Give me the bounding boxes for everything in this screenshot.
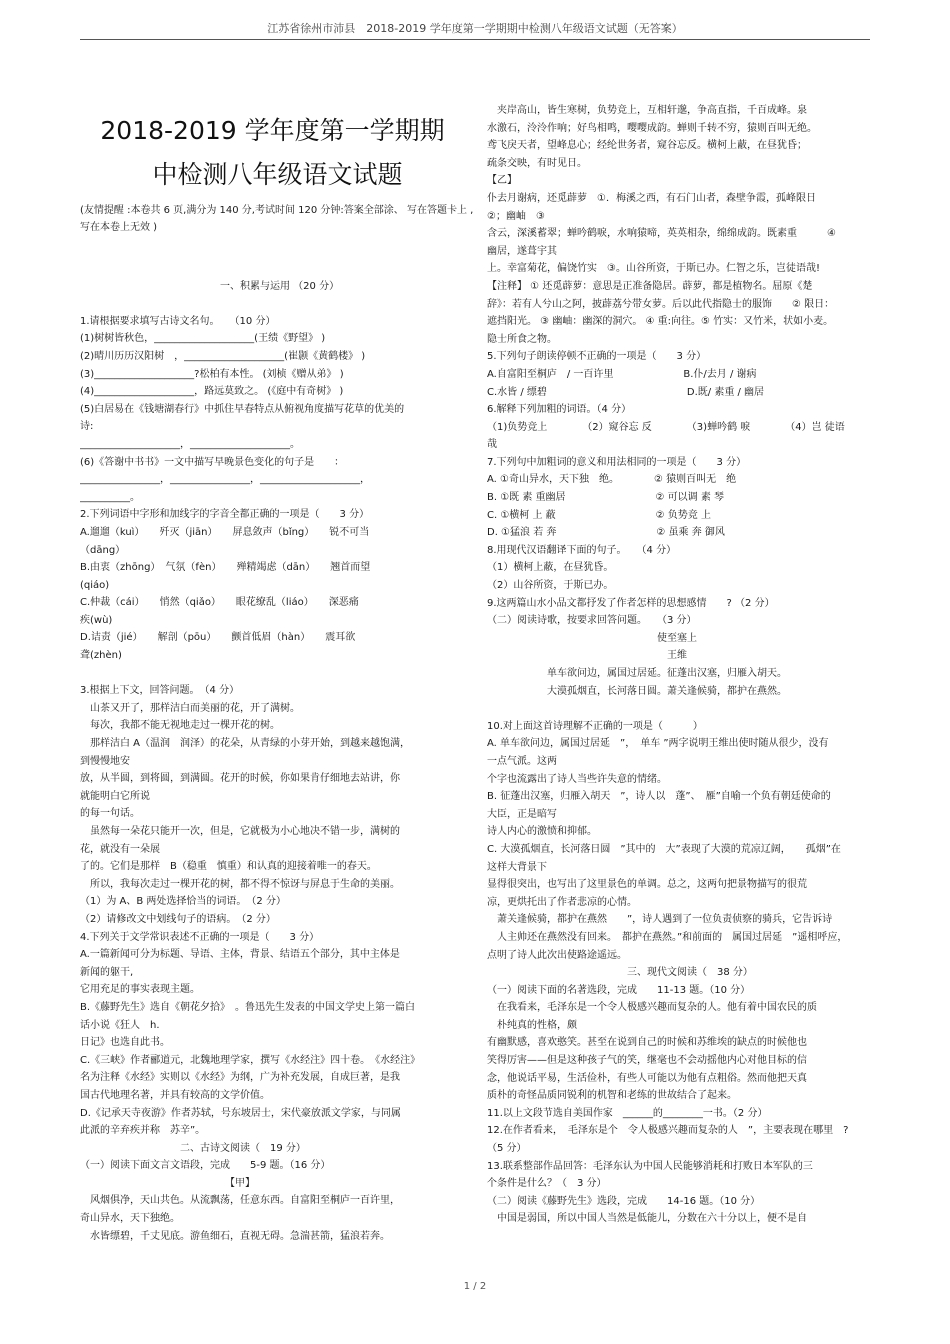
text-line: 夹岸高山，皆生寒树，负势竞上，互相轩邈，争高直指，千百成峰。泉 <box>487 105 807 116</box>
text-line: D.诘责（jié） 解剖（pōu） 颤首低眉（hàn） 震耳欲 <box>80 632 356 644</box>
text-line: 每次，我都不能无视地走过一棵开花的树。 <box>80 720 280 732</box>
text-line: A.遛遛（kuì） 歼灭（jiān） 屏息敛声（bǐng） 锐不可当 <box>80 526 370 538</box>
text-line: 疾(wù) <box>80 614 113 626</box>
text-line: 诗人内心的激愤和抑郁。 <box>487 826 597 838</box>
text-line: （2）山谷所资，于斯已办。 <box>487 580 614 592</box>
text-line: 到慢慢地安 <box>80 755 130 767</box>
text-line: 王维 <box>487 650 687 662</box>
text-line: 遮挡阳光。 ③ 幽岫：幽深的洞穴。 ④ 重:向往。⑤ 竹实：又竹米，状如小麦。 <box>487 316 834 328</box>
text-line: 点明了诗人此次出使路途遥远。 <box>487 949 627 961</box>
text-line: 山茶又开了，那样洁白而美丽的花，开了满树。 <box>80 702 300 714</box>
text-line: 水激石，泠泠作响；好鸟相鸣，嘤嘤成韵。蝉则千转不穷，猿则百叫无绝。 <box>487 122 817 134</box>
text-line: 隐士所食之物。 <box>487 333 557 345</box>
text-line: （二）阅读诗歌，按要求回答问题。 （3 分） <box>487 615 697 627</box>
text-line: 【注释】 ① 还觅薜萝：意思是正准备隐居。薜萝，都是植物名。屈原《楚 <box>487 280 813 292</box>
text-line: （1)负势竞上 （2）窥谷忘 反 （3)蝉吟鹤 唳 （4）岂 徒语 <box>487 421 845 433</box>
text-line: 个条件是什么？（ 3 分） <box>487 1178 607 1190</box>
text-line: 3.根据上下文，回答问题。 （4 分） <box>80 685 240 697</box>
text-line: 凉，更烘托出了作者悲凉的心情。 <box>487 896 637 908</box>
text-line: 1.请根据要求填写古诗文名句。 （10 分） <box>80 315 276 327</box>
text-line: 那样洁白 A（温润 润泽）的花朵，从青绿的小芽开始，到越来越饱满， <box>80 738 411 750</box>
text-line: 9.这两篇山水小品文都抒发了作者怎样的思想感情 ? （2 分） <box>487 597 775 609</box>
text-line <box>487 700 870 718</box>
text-line: 【乙】 <box>487 175 517 187</box>
header-divider <box>80 39 870 40</box>
text-line: 4.下列关于文学常识表述不正确的一项是（ 3 分） <box>80 931 320 943</box>
text-line: （5 分） <box>487 1143 527 1155</box>
text-line: C.水皆 / 缥碧 D.既/ 素重 / 幽居 <box>487 386 765 398</box>
exam-title-line1: 2018-2019 学年度第一学期期 <box>100 116 445 145</box>
text-line: 新闻的躯干, <box>80 966 134 978</box>
text-line: 上。幸富菊花，偏饶竹实 ③。山谷所资，于斯已办。仁智之乐，岂徒语哉! <box>487 263 820 275</box>
text-line: 中国是弱国，所以中国人当然是低能儿，分数在六十分以上，便不是自 <box>487 1213 807 1225</box>
page-number: 1 / 2 <box>463 1281 487 1292</box>
text-line: B. 征蓬出汉塞，归雁入胡天 ”，诗人以 蓬”、 雁”自喻一个负有朝廷使命的 <box>487 791 831 803</box>
text-line: C. 大漠孤烟直，长河落日圆 ”其中的 大”表现了大漠的荒凉辽阔， 孤烟”在 <box>487 843 841 855</box>
text-line: 质朴的奇怪品质同锐利的机智和老练的世故结合了起来。 <box>487 1090 737 1102</box>
text-line: 的每一句话。 <box>80 808 140 820</box>
text-line: 个字也流露出了诗人当些许失意的情绪。 <box>487 773 667 785</box>
text-line: A.自富阳至桐庐 / 一百许里 B.仆/去月 / 谢病 <box>487 368 757 380</box>
text-line: D.《记承天寺夜游》作者苏轼，号东坡居士，宋代豪放派文学家，与同属 <box>80 1107 401 1119</box>
text-line: A.一篇新闻可分为标题、导语、主体，背景、结语五个部分，其中主体是 <box>80 949 400 961</box>
text-line: 萧关逢候骑，都护在燕然 ”，诗人遇到了一位负责侦察的骑兵，它告诉诗 <box>487 914 833 926</box>
text-line: C. ①横柯 上 蔽 ② 负势竞 上 <box>487 509 711 521</box>
text-line: 诗: <box>80 421 94 433</box>
text-line: 使至塞上 <box>487 632 697 644</box>
right-column <box>487 102 870 1228</box>
text-line: __________。 <box>80 491 140 503</box>
text-line: (qiáo) <box>80 579 110 591</box>
text-line: 人主帅还在燕然没有回来。 都护在燕然。”和前面的 属国过居延 ”遥相呼应， <box>487 931 848 943</box>
text-line: 12.在作者看来， 毛泽东是个 令人极感兴趣而复杂的人 ”，主要表现在哪里 ? <box>487 1125 849 1137</box>
text-line: (4)____________________，路远莫致之。 (《庭中有奇树》 ) <box>80 386 344 398</box>
text-line: (2)晴川历历汉阳树 ，____________________(崔颢《黄鹤楼》 ) <box>80 350 366 362</box>
text-line: （一）阅读下面文言文语段，完成 5-9 题。（16 分） <box>80 1160 331 1172</box>
text-line: 7.下列句中加粗词的意义和用法相同的一项是（ 3 分） <box>487 456 747 468</box>
right-text-lines <box>487 102 870 1228</box>
text-line: 11.以上文段节选自美国作家 ______的________一书。（2 分） <box>487 1107 768 1119</box>
text-line: 一点气派。这两 <box>487 755 557 767</box>
text-line: 就能明白它所说 <box>80 790 150 802</box>
text-line: 朴纯真的性格，颇 <box>487 1019 577 1031</box>
text-line: A. ①奇山异水，天下独 绝。 ② 猿则百叫无 绝 <box>487 474 737 486</box>
text-line: D. ①猛浪 若 奔 ② 虽乘 奔 御风 <box>487 527 725 539</box>
text-line: 名为注释《水经》实则以《水经》为纲，广为补充发展，自成巨著，是我 <box>80 1072 400 1084</box>
text-line: B.由衷（zhōng） 气氛（fèn） 殚精竭虑（dān） 翘首而望 <box>80 562 371 574</box>
left-column <box>80 112 475 1245</box>
text-line: （1）横柯上蔽，在昼犹昏。 <box>487 562 614 574</box>
text-line: 国古代地理名著，并具有较高的文学价值。 <box>80 1089 270 1101</box>
text-line: 【甲】 <box>80 1177 255 1189</box>
text-line: 仆去月谢病，还觅薜萝 ①．梅溪之西，有石门山者，森壁争霞，孤峰限日 <box>487 192 816 204</box>
text-line: 显得很突出，也写出了这里景色的单调。总之，这两句把景物描写的很荒 <box>487 879 807 891</box>
text-line: C.仲裁（cái） 悄然（qiǎo） 眼花缭乱（liáo） 深恶痛 <box>80 597 359 609</box>
exam-note: (友情提醒 :本卷共 6 页,满分为 140 分,考试时间 120 分钟:答案全部涂、 写在答题卡上 ,写在本卷上无效 ) <box>80 205 474 233</box>
text-line: 有幽默感，喜欢憨笑。甚至在说到自己的时候和苏维埃的缺点的时候他也 <box>487 1037 807 1049</box>
text-line: (5)白居易在《钱塘湖春行》中抓住早春特点从俯视角度描写花草的优美的 <box>80 403 405 415</box>
text-line: 三、现代文阅读（ 38 分） <box>487 967 753 979</box>
text-line: 这样大背景下 <box>487 861 547 873</box>
text-line: 笑得厉害——但是这种孩子气的笑，继毫也不会动摇他内心对他目标的信 <box>487 1055 807 1067</box>
text-line: 含云，深溪蓄翠；蝉吟鹤唳，水响猿啼，英英相杂，绵绵成韵。既素重 ④ <box>487 228 836 240</box>
text-line: （dāng） <box>80 544 126 556</box>
text-line: 10.对上面这首诗理解不正确的一项是（ ） <box>487 720 703 732</box>
text-line: 水皆缥碧，千丈见底。游鱼细石，直视无碍。急湍甚箭，猛浪若奔。 <box>80 1230 390 1242</box>
exam-title-line2: 中检测八年级语文试题 <box>152 160 403 189</box>
text-line: 奇山异水，天下独绝。 <box>80 1213 180 1225</box>
text-line: 8.用现代汉语翻译下面的句子。 （4 分） <box>487 544 677 556</box>
text-line: 二、古诗文阅读（ 19 分） <box>80 1142 306 1154</box>
text-line: (1)树树皆秋色，____________________(王绩《野望》 ) <box>80 333 326 345</box>
text-line: 一、积累与运用 （20 分） <box>80 280 340 292</box>
text-line: (6)《答谢中书书》一文中描写早晚景色变化的句子是 ： <box>80 456 345 468</box>
text-line: 话小说《狂人 h. <box>80 1019 160 1031</box>
text-line: （一）阅读下面的名著选段，完成 11-13 题。（10 分） <box>487 984 751 996</box>
text-line: 放，从半圆，到将圆，到满圆。花开的时候，你如果肯仔细地去站讲，你 <box>80 773 400 785</box>
text-line: 念，他说话平易，生活俭朴，有些人可能以为他有点粗俗。然而他把天真 <box>487 1072 807 1084</box>
text-line: （二）阅读《藤野先生》选段，完成 14-16 题。（10 分） <box>487 1195 761 1207</box>
text-line: 5.下列句子朗读停顿不正确的一项是（ 3 分） <box>487 351 707 363</box>
running-header: 江苏省徐州市沛县 2018-2019 学年度第一学期期中检测八年级语文试题（无答案） <box>267 22 683 35</box>
text-line: 在我看来，毛泽东是一个令人极感兴趣而复杂的人。他有着中国农民的质 <box>487 1002 817 1014</box>
text-line: ②；幽岫 ③ <box>487 210 545 222</box>
text-line: 幽居，遂葺宇其 <box>487 245 557 257</box>
text-line: 日记》也选自此书。 <box>80 1037 170 1049</box>
text-line: 大漠孤烟直，长河落日圆。萧关逢候骑，都护在燕然。 <box>487 685 787 697</box>
text-line: 6.解释下列加粗的词语。（4 分） <box>487 404 632 416</box>
text-line: 单车欲问边，属国过居延。征蓬出汉塞，归雁入胡天。 <box>487 668 787 679</box>
text-line: 哉 <box>487 439 497 451</box>
text-line: 疏条交映，有时见日。 <box>487 157 587 169</box>
text-line: 了的。它们是那样 B（稳重 慎重）和认真的迎接着唯一的春天。 <box>80 861 377 873</box>
text-line: ____________________，____________________。 <box>80 438 300 450</box>
text-line: 13.联系整部作品回答：毛泽东认为中国人民能够消耗和打败日本军队的三 <box>487 1160 813 1172</box>
text-line: ________________，________________，____________________， <box>80 474 370 486</box>
text-line: 2.下列词语中字形和加线字的字音全都正确的一项是（ 3 分） <box>80 509 370 521</box>
text-line: A. 单车欲问边，属国过居延 ”， 单车 ”两字说明王维出使时随从很少，没有 <box>487 738 829 750</box>
text-line <box>80 665 475 683</box>
text-line: C.《三峡》作者郦道元，北魏地理学家，撰写《水经注》四十卷。 《水经注》 <box>80 1054 421 1066</box>
text-line: 鸢飞戾天者，望峰息心；经纶世务者，窥谷忘反。横柯上蔽，在昼犹昏； <box>487 140 807 152</box>
text-line <box>80 295 475 313</box>
text-line: （1）为 A、B 两处选择恰当的词语。 （2 分） <box>80 896 286 908</box>
left-text-lines <box>80 260 475 1245</box>
text-line: B. ①既 素 重幽居 ② 可以调 素 琴 <box>487 492 725 504</box>
text-line: 聋(zhèn) <box>80 650 122 662</box>
text-line: (3)____________________?松柏有本性。 (刘桢《赠从弟》 ) <box>80 368 344 380</box>
text-line: 此派的辛弃疾并称 苏辛”。 <box>80 1125 206 1137</box>
text-line: （2）请修改文中划线句子的语病。 （2 分） <box>80 913 276 925</box>
text-line: 花，就没有一朵展 <box>80 843 160 855</box>
text-line: 风烟俱净，天山共色。从流飘荡，任意东西。自富阳至桐庐一百许里， <box>80 1195 400 1207</box>
text-line: 它用充足的事实表现主题。 <box>80 984 200 996</box>
text-line: 所以，我每次走过一棵开花的树，都不得不惊讶与屏息于生命的美丽。 <box>80 878 400 890</box>
text-line <box>80 260 475 278</box>
text-line: B.《藤野先生》选自《朝花夕拾》 。鲁迅先生发表的中国文学史上第一篇白 <box>80 1001 416 1013</box>
text-line: 辞》：若有人兮山之阿，披薜荔兮带女萝。后以此代指隐士的服饰 ② 限日： <box>487 298 835 310</box>
text-line: 虽然每一朵花只能开一次，但是，它就极为小心地决不错一步，满树的 <box>80 826 400 837</box>
text-line: 大臣，正是暗写 <box>487 808 557 820</box>
